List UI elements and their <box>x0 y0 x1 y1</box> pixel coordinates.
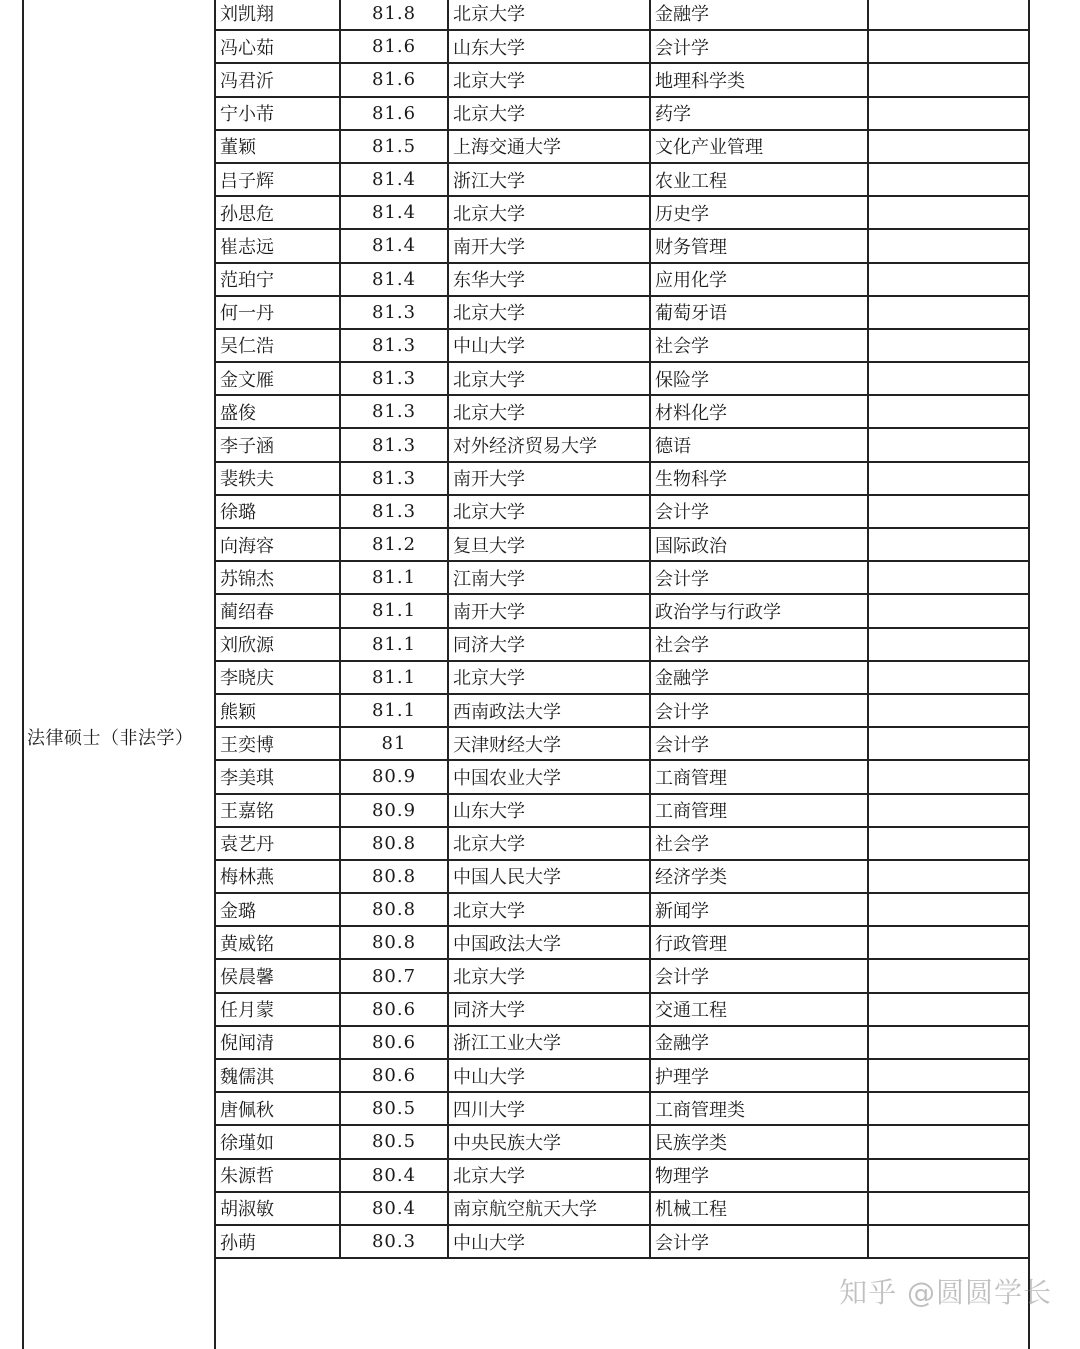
school-cell: 浙江工业大学 <box>448 1026 650 1059</box>
major-cell: 机械工程 <box>650 1192 868 1225</box>
name-cell: 魏儒淇 <box>216 1059 340 1092</box>
table-row <box>216 959 1030 992</box>
note-cell <box>868 893 1030 926</box>
score-cell: 81.3 <box>340 495 448 528</box>
major-cell: 会计学 <box>650 495 868 528</box>
note-cell <box>868 1026 1030 1059</box>
note-cell <box>868 0 1030 30</box>
school-cell: 北京大学 <box>448 0 650 30</box>
school-cell: 上海交通大学 <box>448 130 650 163</box>
major-cell: 交通工程 <box>650 993 868 1026</box>
note-cell <box>868 760 1030 793</box>
school-cell: 北京大学 <box>448 495 650 528</box>
name-cell: 徐瑾如 <box>216 1125 340 1158</box>
name-cell: 倪闻清 <box>216 1026 340 1059</box>
score-table <box>216 0 1030 1259</box>
name-cell: 孙思危 <box>216 196 340 229</box>
name-cell: 金文雁 <box>216 362 340 395</box>
major-cell: 会计学 <box>650 561 868 594</box>
school-cell: 四川大学 <box>448 1092 650 1125</box>
note-cell <box>868 860 1030 893</box>
note-cell <box>868 395 1030 428</box>
table-row <box>216 130 1030 163</box>
name-cell: 唐佩秋 <box>216 1092 340 1125</box>
note-cell <box>868 727 1030 760</box>
note-cell <box>868 594 1030 627</box>
name-cell: 熊颖 <box>216 694 340 727</box>
major-cell: 金融学 <box>650 1026 868 1059</box>
note-cell <box>868 362 1030 395</box>
score-cell: 81.1 <box>340 661 448 694</box>
school-cell: 北京大学 <box>448 661 650 694</box>
category-label: 法律硕士（非法学） <box>27 728 194 749</box>
note-cell <box>868 329 1030 362</box>
score-cell: 80.4 <box>340 1192 448 1225</box>
school-cell: 天津财经大学 <box>448 727 650 760</box>
major-cell: 工商管理 <box>650 794 868 827</box>
table-row <box>216 1059 1030 1092</box>
name-cell: 任月蒙 <box>216 993 340 1026</box>
score-cell: 81.4 <box>340 229 448 262</box>
score-cell: 81.6 <box>340 30 448 63</box>
school-cell: 北京大学 <box>448 97 650 130</box>
score-cell: 81.8 <box>340 0 448 30</box>
school-cell: 中央民族大学 <box>448 1125 650 1158</box>
school-cell: 江南大学 <box>448 561 650 594</box>
major-cell: 药学 <box>650 97 868 130</box>
note-cell <box>868 495 1030 528</box>
name-cell: 王嘉铭 <box>216 794 340 827</box>
major-cell: 会计学 <box>650 959 868 992</box>
score-cell: 80.7 <box>340 959 448 992</box>
note-cell <box>868 63 1030 96</box>
table-row <box>216 1192 1030 1225</box>
score-cell: 80.5 <box>340 1092 448 1125</box>
school-cell: 北京大学 <box>448 827 650 860</box>
name-cell: 范珀宁 <box>216 263 340 296</box>
note-cell <box>868 561 1030 594</box>
school-cell: 中山大学 <box>448 1225 650 1258</box>
note-cell <box>868 694 1030 727</box>
note-cell <box>868 993 1030 1026</box>
table-row <box>216 428 1030 461</box>
score-cell: 81.3 <box>340 296 448 329</box>
major-cell: 地理科学类 <box>650 63 868 96</box>
name-cell: 朱源哲 <box>216 1159 340 1192</box>
table-row <box>216 1159 1030 1192</box>
table-row <box>216 760 1030 793</box>
name-cell: 梅林燕 <box>216 860 340 893</box>
watermark: 知乎 @圆圆学长 <box>839 1276 1052 1309</box>
name-cell: 刘欣源 <box>216 628 340 661</box>
major-cell: 新闻学 <box>650 893 868 926</box>
score-cell: 81.5 <box>340 130 448 163</box>
score-cell: 81.1 <box>340 561 448 594</box>
table-row <box>216 0 1030 30</box>
table-row <box>216 163 1030 196</box>
table-row <box>216 263 1030 296</box>
major-cell: 会计学 <box>650 694 868 727</box>
table-row <box>216 727 1030 760</box>
table-row <box>216 893 1030 926</box>
name-cell: 胡淑敏 <box>216 1192 340 1225</box>
category-cell <box>24 0 216 1349</box>
major-cell: 国际政治 <box>650 528 868 561</box>
table-row <box>216 462 1030 495</box>
major-cell: 工商管理 <box>650 760 868 793</box>
name-cell: 袁艺丹 <box>216 827 340 860</box>
name-cell: 黄威铭 <box>216 926 340 959</box>
score-cell: 81.3 <box>340 428 448 461</box>
score-cell: 81.2 <box>340 528 448 561</box>
table-row <box>216 827 1030 860</box>
school-cell: 西南政法大学 <box>448 694 650 727</box>
table-row <box>216 1092 1030 1125</box>
table-row <box>216 1026 1030 1059</box>
table-row <box>216 229 1030 262</box>
table-row <box>216 993 1030 1026</box>
major-cell: 金融学 <box>650 0 868 30</box>
table-row <box>216 594 1030 627</box>
score-table-body <box>216 0 1030 1258</box>
name-cell: 裴轶夫 <box>216 462 340 495</box>
major-cell: 保险学 <box>650 362 868 395</box>
score-cell: 80.6 <box>340 993 448 1026</box>
table-row <box>216 860 1030 893</box>
note-cell <box>868 130 1030 163</box>
major-cell: 生物科学 <box>650 462 868 495</box>
major-cell: 民族学类 <box>650 1125 868 1158</box>
score-cell: 81.4 <box>340 163 448 196</box>
major-cell: 德语 <box>650 428 868 461</box>
major-cell: 经济学类 <box>650 860 868 893</box>
name-cell: 向海容 <box>216 528 340 561</box>
major-cell: 行政管理 <box>650 926 868 959</box>
table-row <box>216 329 1030 362</box>
school-cell: 同济大学 <box>448 993 650 1026</box>
score-cell: 81.4 <box>340 196 448 229</box>
major-cell: 金融学 <box>650 661 868 694</box>
table-row <box>216 528 1030 561</box>
name-cell: 冯心茹 <box>216 30 340 63</box>
major-cell: 工商管理类 <box>650 1092 868 1125</box>
name-cell: 何一丹 <box>216 296 340 329</box>
school-cell: 北京大学 <box>448 959 650 992</box>
major-cell: 文化产业管理 <box>650 130 868 163</box>
score-cell: 80.8 <box>340 893 448 926</box>
name-cell: 李美琪 <box>216 760 340 793</box>
name-cell: 侯晨馨 <box>216 959 340 992</box>
school-cell: 山东大学 <box>448 794 650 827</box>
note-cell <box>868 1225 1030 1258</box>
score-cell: 81.1 <box>340 694 448 727</box>
name-cell: 冯君沂 <box>216 63 340 96</box>
score-cell: 81.6 <box>340 63 448 96</box>
table-row <box>216 495 1030 528</box>
school-cell: 中国政法大学 <box>448 926 650 959</box>
score-cell: 80.8 <box>340 827 448 860</box>
note-cell <box>868 229 1030 262</box>
score-cell: 80.6 <box>340 1059 448 1092</box>
score-cell: 80.3 <box>340 1225 448 1258</box>
name-cell: 盛俊 <box>216 395 340 428</box>
major-cell: 社会学 <box>650 628 868 661</box>
major-cell: 社会学 <box>650 827 868 860</box>
name-cell: 蔺绍春 <box>216 594 340 627</box>
school-cell: 北京大学 <box>448 362 650 395</box>
major-cell: 财务管理 <box>650 229 868 262</box>
note-cell <box>868 1059 1030 1092</box>
school-cell: 北京大学 <box>448 63 650 96</box>
note-cell <box>868 628 1030 661</box>
school-cell: 南开大学 <box>448 594 650 627</box>
school-cell: 北京大学 <box>448 1159 650 1192</box>
name-cell: 金璐 <box>216 893 340 926</box>
note-cell <box>868 163 1030 196</box>
name-cell: 李子涵 <box>216 428 340 461</box>
score-cell: 80.8 <box>340 926 448 959</box>
note-cell <box>868 196 1030 229</box>
table-row <box>216 395 1030 428</box>
note-cell <box>868 1159 1030 1192</box>
note-cell <box>868 30 1030 63</box>
major-cell: 物理学 <box>650 1159 868 1192</box>
table-row <box>216 362 1030 395</box>
table-row <box>216 661 1030 694</box>
name-cell: 吴仁浩 <box>216 329 340 362</box>
score-cell: 81.3 <box>340 329 448 362</box>
score-cell: 80.5 <box>340 1125 448 1158</box>
note-cell <box>868 263 1030 296</box>
note-cell <box>868 97 1030 130</box>
name-cell: 刘凯翔 <box>216 0 340 30</box>
score-cell: 81.4 <box>340 263 448 296</box>
table-row <box>216 1125 1030 1158</box>
note-cell <box>868 528 1030 561</box>
school-cell: 北京大学 <box>448 395 650 428</box>
name-cell: 王奕博 <box>216 727 340 760</box>
school-cell: 南京航空航天大学 <box>448 1192 650 1225</box>
note-cell <box>868 1092 1030 1125</box>
table-row <box>216 1225 1030 1258</box>
school-cell: 山东大学 <box>448 30 650 63</box>
table-row <box>216 296 1030 329</box>
school-cell: 北京大学 <box>448 196 650 229</box>
note-cell <box>868 296 1030 329</box>
school-cell: 复旦大学 <box>448 528 650 561</box>
score-cell: 80.9 <box>340 794 448 827</box>
major-cell: 会计学 <box>650 30 868 63</box>
table-row <box>216 63 1030 96</box>
score-cell: 81 <box>340 727 448 760</box>
note-cell <box>868 794 1030 827</box>
table-row <box>216 926 1030 959</box>
note-cell <box>868 428 1030 461</box>
table-row <box>216 30 1030 63</box>
school-cell: 南开大学 <box>448 462 650 495</box>
table-row <box>216 196 1030 229</box>
score-cell: 81.3 <box>340 462 448 495</box>
score-cell: 80.9 <box>340 760 448 793</box>
note-cell <box>868 1192 1030 1225</box>
table-row <box>216 561 1030 594</box>
note-cell <box>868 1125 1030 1158</box>
score-cell: 81.6 <box>340 97 448 130</box>
major-cell: 护理学 <box>650 1059 868 1092</box>
score-cell: 80.6 <box>340 1026 448 1059</box>
name-cell: 李晓庆 <box>216 661 340 694</box>
table-row <box>216 794 1030 827</box>
major-cell: 政治学与行政学 <box>650 594 868 627</box>
major-cell: 应用化学 <box>650 263 868 296</box>
score-cell: 81.1 <box>340 628 448 661</box>
school-cell: 对外经济贸易大学 <box>448 428 650 461</box>
name-cell: 吕子辉 <box>216 163 340 196</box>
school-cell: 南开大学 <box>448 229 650 262</box>
note-cell <box>868 926 1030 959</box>
major-cell: 会计学 <box>650 727 868 760</box>
table-row <box>216 628 1030 661</box>
major-cell: 社会学 <box>650 329 868 362</box>
school-cell: 中山大学 <box>448 329 650 362</box>
major-cell: 葡萄牙语 <box>650 296 868 329</box>
major-cell: 会计学 <box>650 1225 868 1258</box>
note-cell <box>868 462 1030 495</box>
name-cell: 苏锦杰 <box>216 561 340 594</box>
score-cell: 81.3 <box>340 362 448 395</box>
name-cell: 崔志远 <box>216 229 340 262</box>
name-cell: 徐璐 <box>216 495 340 528</box>
school-cell: 北京大学 <box>448 296 650 329</box>
school-cell: 浙江大学 <box>448 163 650 196</box>
note-cell <box>868 959 1030 992</box>
score-sheet <box>22 0 1030 1349</box>
score-cell: 80.4 <box>340 1159 448 1192</box>
school-cell: 同济大学 <box>448 628 650 661</box>
school-cell: 中山大学 <box>448 1059 650 1092</box>
school-cell: 东华大学 <box>448 263 650 296</box>
major-cell: 农业工程 <box>650 163 868 196</box>
school-cell: 北京大学 <box>448 893 650 926</box>
note-cell <box>868 661 1030 694</box>
major-cell: 历史学 <box>650 196 868 229</box>
score-cell: 81.1 <box>340 594 448 627</box>
table-row <box>216 97 1030 130</box>
score-cell: 80.8 <box>340 860 448 893</box>
score-cell: 81.3 <box>340 395 448 428</box>
note-cell <box>868 827 1030 860</box>
name-cell: 孙萌 <box>216 1225 340 1258</box>
name-cell: 董颖 <box>216 130 340 163</box>
table-row <box>216 694 1030 727</box>
name-cell: 宁小芾 <box>216 97 340 130</box>
major-cell: 材料化学 <box>650 395 868 428</box>
school-cell: 中国人民大学 <box>448 860 650 893</box>
school-cell: 中国农业大学 <box>448 760 650 793</box>
